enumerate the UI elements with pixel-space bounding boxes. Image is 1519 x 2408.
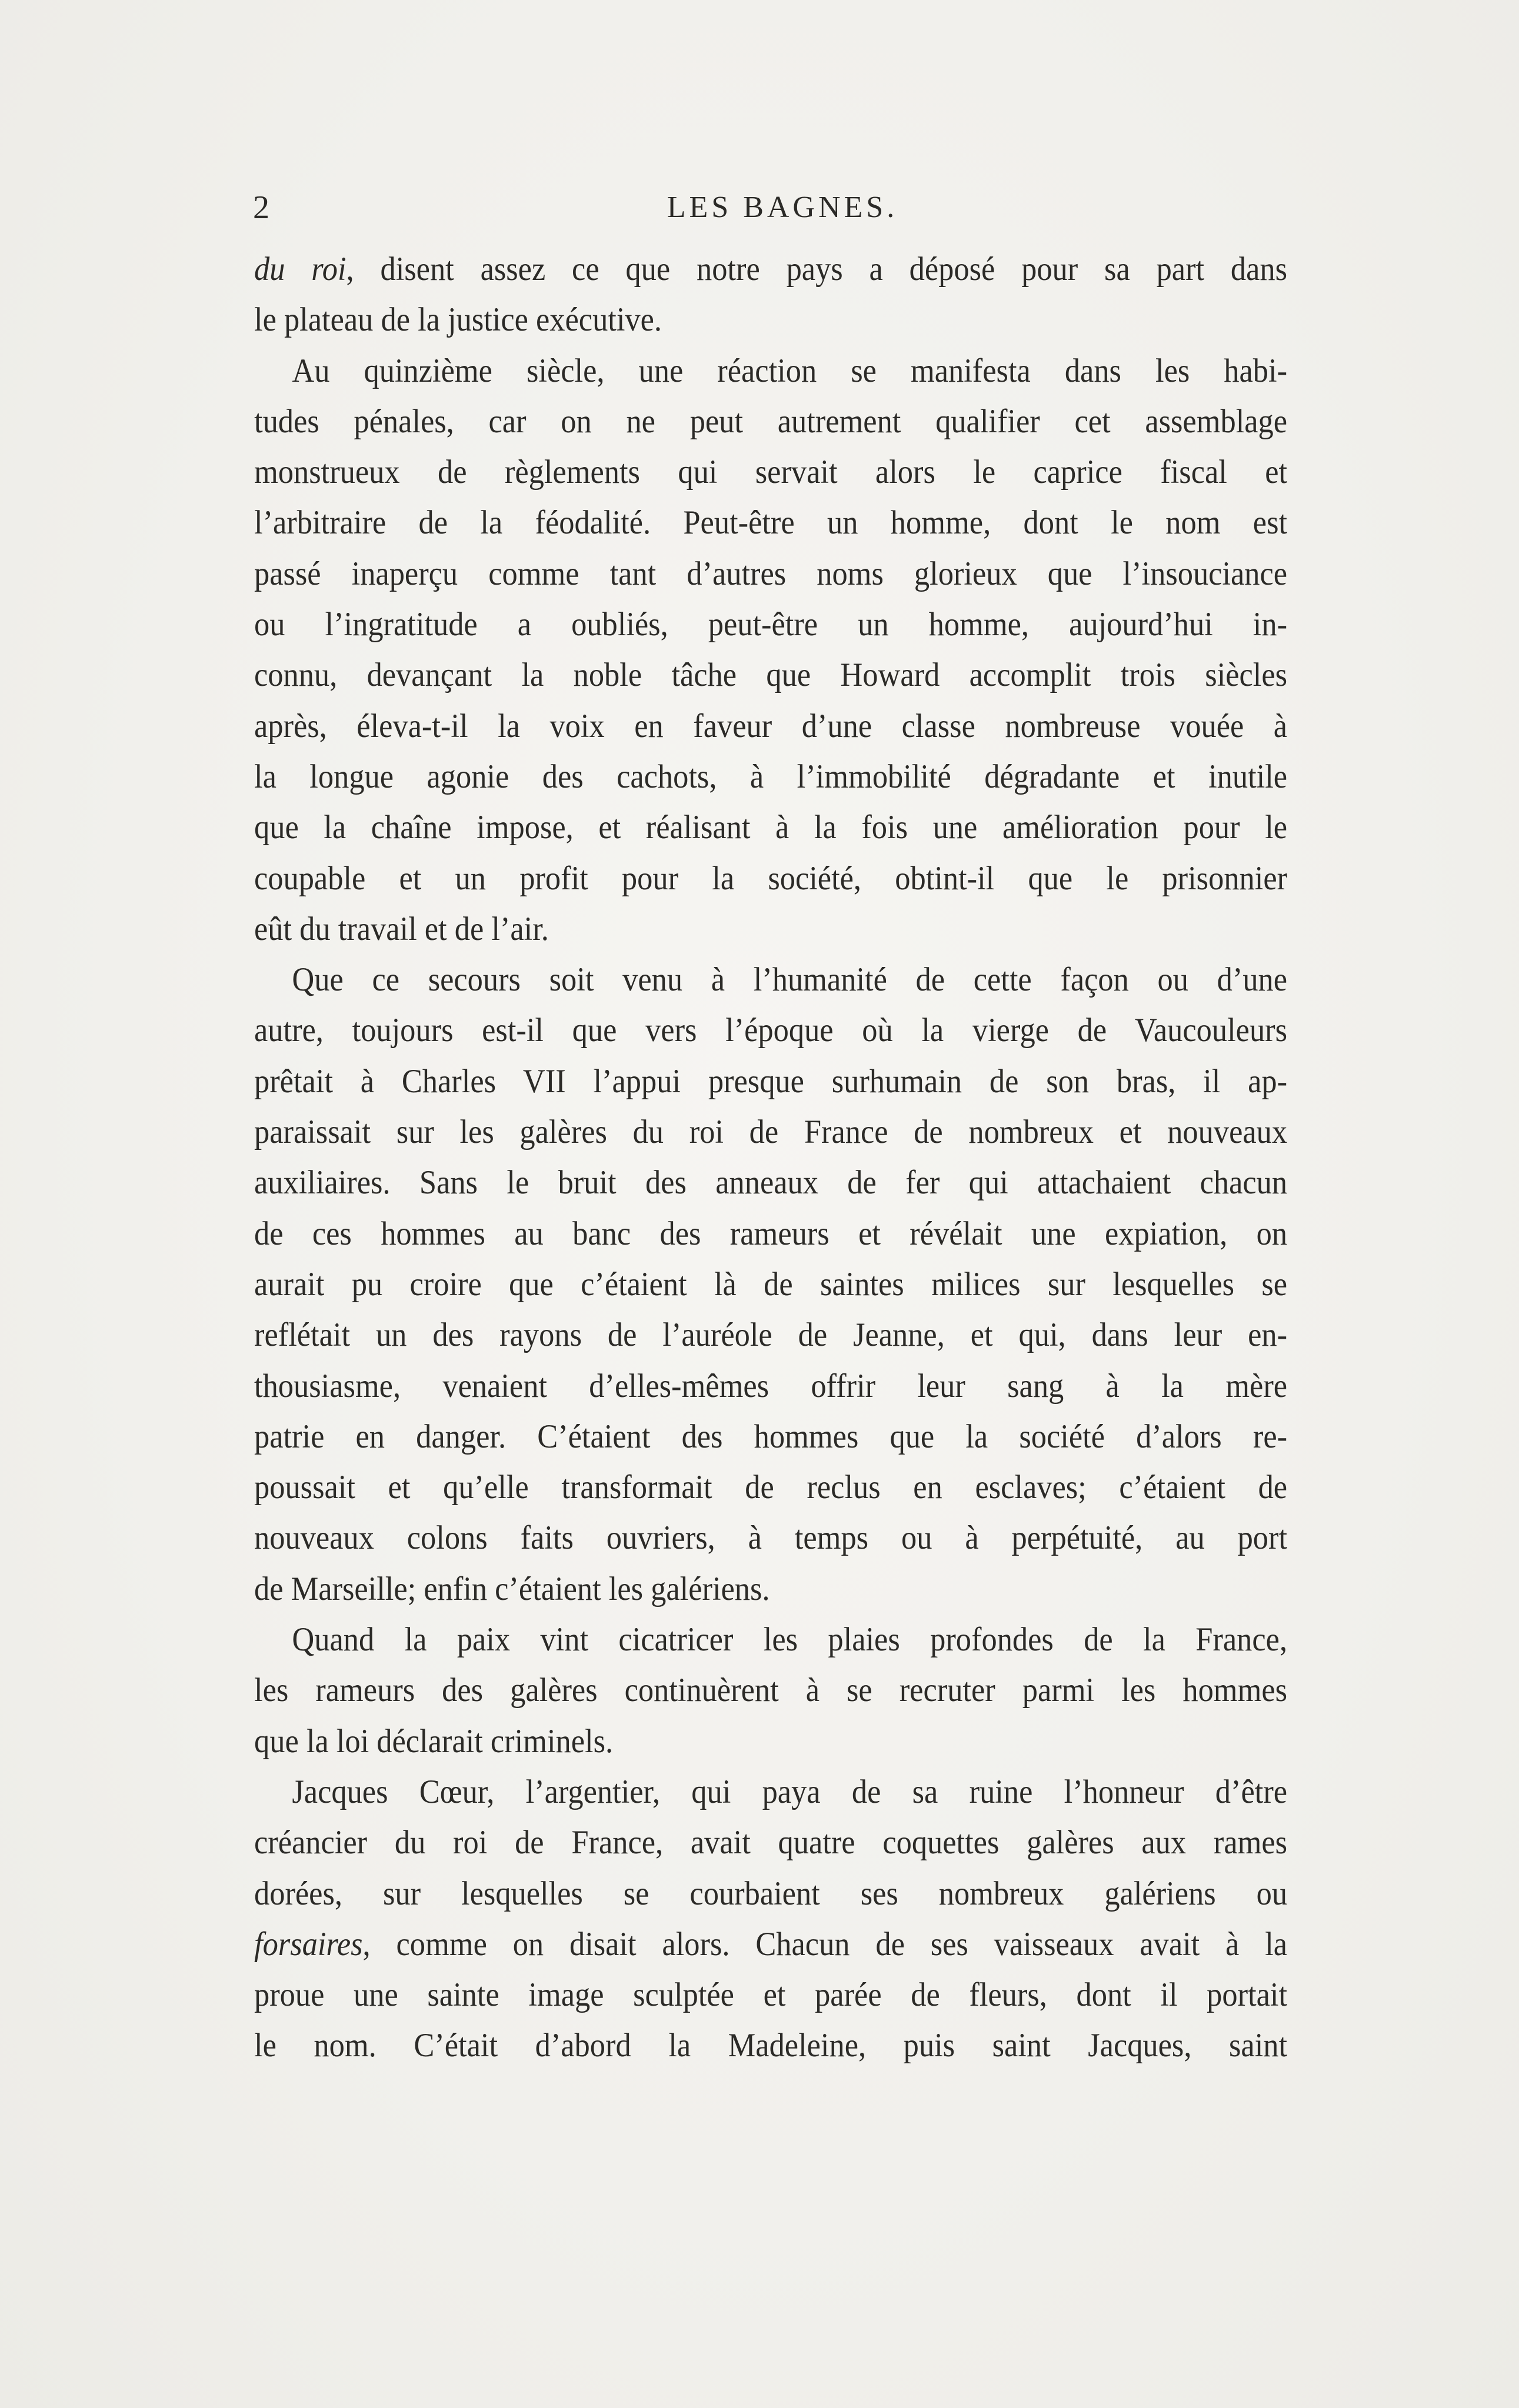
text-line: proue une sainte image sculptée et parée de fleurs, dont il portait (254, 1976, 1288, 2014)
page-number: 2 (253, 189, 269, 226)
text-line: paraissait sur les galères du roi de France de nombreux et nouveaux (254, 1113, 1288, 1151)
text-line: ou l’ingratitude a oubliés, peut-être un homme, aujourd’hui in- (254, 606, 1288, 643)
text-line: que la loi déclarait criminels. (254, 1722, 614, 1760)
text-line: dorées, sur lesquelles se courbaient ses nombreux galériens ou (254, 1875, 1288, 1912)
text-line: Au quinzième siècle, une réaction se manifesta dans les habi- (292, 352, 1288, 389)
text-line: du roi, disent assez ce que notre pays a déposé pour sa part dans (254, 251, 1288, 288)
text-line: de Marseille; enfin c’étaient les galériens. (254, 1570, 770, 1607)
text-line: patrie en danger. C’étaient des hommes que la société d’alors re- (254, 1418, 1288, 1455)
italic-phrase: du roi (254, 251, 347, 288)
text-line: la longue agonie des cachots, à l’immobilité dégradante et inutile (254, 758, 1288, 795)
text-line: passé inaperçu comme tant d’autres noms glorieux que l’insouciance (254, 555, 1288, 592)
text-line: reflétait un des rayons de l’auréole de Jeanne, et qui, dans leur en- (254, 1316, 1288, 1354)
text-line: que la chaîne impose, et réalisant à la fois une amélioration pour le (254, 809, 1288, 846)
text-line: prêtait à Charles VII l’appui presque surhumain de son bras, il ap- (254, 1062, 1288, 1100)
text-line: tudes pénales, car on ne peut autrement qualifier cet assemblage (254, 402, 1288, 440)
text-line: créancier du roi de France, avait quatre coquettes galères aux rames (254, 1824, 1288, 1862)
text-line: le nom. C’était d’abord la Madeleine, puis saint Jacques, saint (254, 2027, 1288, 2065)
text-line: forsaires, comme on disait alors. Chacun de ses vaisseaux avait à la (254, 1925, 1288, 1963)
text-line: monstrueux de règlements qui servait alors le caprice fiscal et (254, 453, 1288, 491)
text-line: coupable et un profit pour la société, obtint-il que le prisonnier (254, 859, 1288, 897)
running-header (253, 187, 1288, 228)
text-line: les rameurs des galères continuèrent à se recruter parmi les hommes (254, 1672, 1288, 1709)
text-line: Que ce secours soit venu à l’humanité de cette façon ou d’une (292, 961, 1288, 999)
text-line: nouveaux colons faits ouvriers, à temps ou à perpétuité, au port (254, 1519, 1288, 1557)
text-line: aurait pu croire que c’étaient là de saintes milices sur lesquelles se (254, 1265, 1288, 1303)
text-line: auxiliaires. Sans le bruit des anneaux de fer qui attachaient chacun (254, 1164, 1288, 1202)
text-line: thousiasme, venaient d’elles-mêmes offrir leur sang à la mère (254, 1367, 1288, 1405)
text-line: après, éleva-t-il la voix en faveur d’une classe nombreuse vouée à (254, 707, 1288, 745)
text-line: Jacques Cœur, l’argentier, qui paya de sa ruine l’honneur d’être (292, 1773, 1288, 1810)
italic-term: forsaires (254, 1925, 363, 1963)
text-line: le plateau de la justice exécutive. (254, 301, 662, 339)
text-line: poussait et qu’elle transformait de reclus en esclaves; c’étaient de (254, 1469, 1288, 1506)
text-line: eût du travail et de l’air. (254, 910, 549, 948)
text-line: l’arbitraire de la féodalité. Peut-être un homme, dont le nom est (254, 504, 1288, 542)
running-title: LES BAGNES. (667, 191, 898, 224)
text-line: autre, toujours est-il que vers l’époque où la vierge de Vaucouleurs (254, 1012, 1288, 1049)
text-line: connu, devançant la noble tâche que Howard accomplit trois siècles (254, 656, 1288, 694)
body-text (254, 244, 1287, 2072)
text-line: Quand la paix vint cicatricer les plaies profondes de la France, (292, 1621, 1288, 1659)
text-line: de ces hommes au banc des rameurs et révélait une expiation, on (254, 1215, 1288, 1252)
